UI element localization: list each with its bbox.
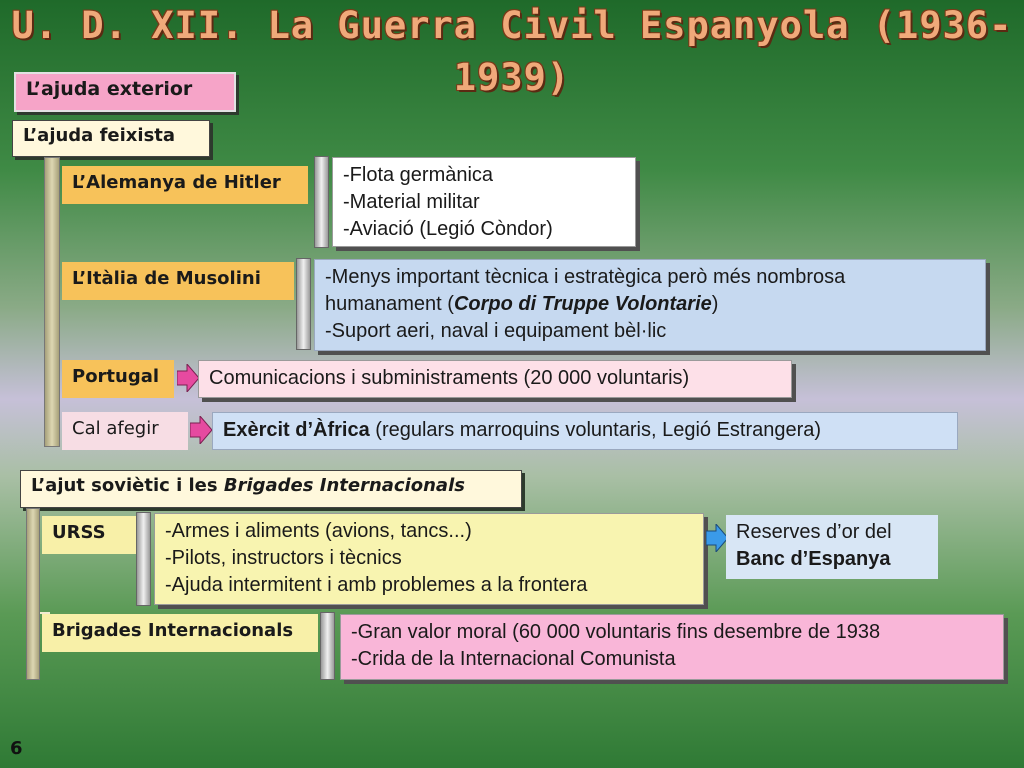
page-number: 6 xyxy=(10,738,23,759)
fascist-aid-heading: L’ajuda feixista xyxy=(12,120,210,157)
italy-line: -Suport aeri, naval i equipament bèl·lic xyxy=(325,320,667,342)
italy-corps-name: Corpo di Truppe Volontarie xyxy=(453,293,712,315)
gold-reserves-box xyxy=(726,515,938,579)
brigades-aid-box xyxy=(340,614,1004,680)
urss-item: -Pilots, instructors i tècnics xyxy=(165,547,402,569)
brigades-item: -Crida de la Internacional Comunista xyxy=(351,648,676,670)
urss-bracket-bar xyxy=(136,512,151,606)
soviet-connector-bar xyxy=(26,508,40,680)
arrow-right-icon xyxy=(190,416,212,444)
italy-bracket-bar xyxy=(296,258,311,350)
urss-item: -Ajuda intermitent i amb problemes a la frontera xyxy=(165,574,588,596)
section-heading: L’ajuda exterior xyxy=(14,72,236,112)
italy-label: L’Itàlia de Musolini xyxy=(62,262,294,300)
brigades-item: -Gran valor moral (60 000 voluntaris fins desembre de 1938 xyxy=(351,621,881,643)
italy-line-text: ) xyxy=(711,293,719,315)
italy-line: -Menys important tècnica i estratègica però més nombrosa xyxy=(325,266,846,288)
africa-aid-box xyxy=(212,412,958,450)
soviet-heading-brigades: Brigades Internacionals xyxy=(223,475,465,496)
germany-aid-box xyxy=(332,157,636,247)
urss-item: -Armes i aliments (avions, tancs...) xyxy=(165,520,472,542)
brigades-label: Brigades Internacionals xyxy=(42,614,318,652)
soviet-heading-text: L’ajut soviètic i les xyxy=(31,475,224,496)
arrow-right-icon xyxy=(706,524,728,552)
portugal-aid-box: Comunicacions i subministraments (20 000 voluntaris) xyxy=(198,360,792,398)
soviet-aid-heading xyxy=(20,470,522,508)
fascist-connector-bar xyxy=(44,157,60,447)
brigades-bracket-bar xyxy=(320,612,335,680)
slide-title: U. D. XII. La Guerra Civil Espanyola (1936-1939) xyxy=(11,4,1013,99)
germany-bracket-bar xyxy=(314,156,329,248)
africa-label: Cal afegir xyxy=(62,412,188,450)
africa-army-name: Exèrcit d’Àfrica xyxy=(223,419,370,441)
portugal-label: Portugal xyxy=(62,360,174,398)
germany-item: -Flota germànica xyxy=(343,164,494,186)
italy-aid-box xyxy=(314,259,986,351)
arrow-right-icon xyxy=(177,364,199,392)
italy-line-text: humanament ( xyxy=(325,293,454,315)
gold-reserves-line: Reserves d’or del xyxy=(736,521,892,543)
urss-label: URSS xyxy=(42,516,138,554)
germany-label: L’Alemanya de Hitler xyxy=(62,166,308,204)
urss-aid-box xyxy=(154,513,704,605)
germany-item: -Aviació (Legió Còndor) xyxy=(343,218,553,240)
germany-item: -Material militar xyxy=(343,191,480,213)
gold-reserves-bank: Banc d’Espanya xyxy=(736,548,891,570)
italy-line xyxy=(325,291,975,318)
africa-army-detail: (regulars marroquins voluntaris, Legió Estrangera) xyxy=(369,419,822,441)
